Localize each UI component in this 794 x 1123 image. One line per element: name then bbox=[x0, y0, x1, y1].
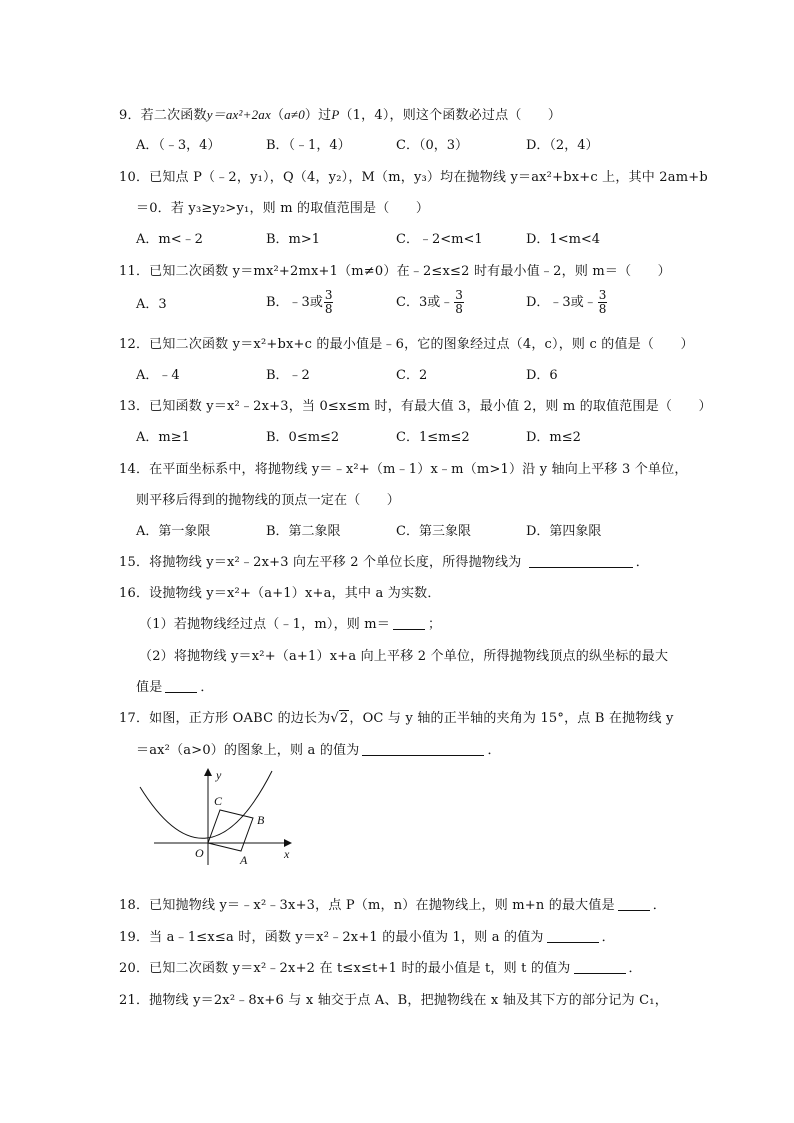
parabola-square-figure bbox=[136, 765, 301, 870]
answer-blank[interactable] bbox=[165, 680, 197, 693]
q9-equation: y＝ax²+2ax bbox=[206, 107, 271, 122]
answer-blank[interactable] bbox=[574, 961, 626, 974]
q10-options bbox=[136, 228, 656, 247]
q16-sub-1-text: （1）若抛物线经过点（﹣1，m），则 m＝ bbox=[139, 617, 391, 632]
q14-option-d[interactable]: D．第四象限 bbox=[526, 524, 602, 539]
square-oabc bbox=[208, 810, 253, 851]
q17-period: ． bbox=[487, 743, 501, 758]
q9-text-d: （1，4），则这个函数必过点（ ） bbox=[339, 108, 562, 123]
q15-period: ． bbox=[635, 555, 649, 570]
q16-sub-2b bbox=[136, 676, 214, 695]
fraction-denominator: 8 bbox=[598, 302, 607, 316]
q20-text: 20．已知二次函数 y＝x²﹣2x+2 在 t≤x≤t+1 时的最小值是 t，则 t 的值为 bbox=[119, 961, 571, 976]
q17-text-a: 17．如图，正方形 OABC 的边长为 bbox=[119, 711, 331, 726]
answer-blank[interactable] bbox=[529, 555, 633, 568]
q16-sub-2b-end: ． bbox=[200, 680, 214, 695]
q12-option-c[interactable]: C．2 bbox=[396, 368, 428, 383]
q11-options bbox=[136, 289, 656, 316]
q10-line-1: 10．已知点 P（﹣2，y₁），Q（4，y₂），M（m，y₃）均在抛物线 y＝ax²+bx+c 上，其中 2am+b bbox=[119, 170, 708, 185]
q17-line-1 bbox=[119, 707, 674, 726]
fraction bbox=[598, 289, 608, 316]
question-18 bbox=[119, 894, 666, 913]
q12-option-d[interactable]: D．6 bbox=[526, 368, 558, 383]
q21-line-1: 21．抛物线 y＝2x²﹣8x+6 与 x 轴交于点 A、B，把抛物线在 x 轴及其下方的部分记为 C₁， bbox=[119, 993, 668, 1008]
question-9 bbox=[119, 104, 561, 123]
q16-sub-2b-text: 值是 bbox=[136, 680, 163, 695]
fraction-denominator: 8 bbox=[324, 302, 333, 316]
q13-option-a[interactable]: A．m≥1 bbox=[136, 430, 190, 445]
point-label-c: C bbox=[214, 794, 223, 808]
q13-line-1: 13．已知函数 y＝x²﹣2x+3，当 0≤x≤m 时，有最大值 3，最小值 2，则 m 的取值范围是（ ） bbox=[119, 399, 712, 414]
q11-option-b-text: B．﹣3或 bbox=[266, 295, 323, 310]
axis-label-y: y bbox=[216, 768, 222, 782]
q17-line-2 bbox=[136, 739, 501, 758]
q11-option-c-text: C．3或﹣ bbox=[396, 295, 454, 310]
q11-option-d-text: D．﹣3或﹣ bbox=[526, 295, 597, 310]
fraction-numerator: 3 bbox=[455, 288, 463, 302]
answer-blank[interactable] bbox=[547, 930, 599, 943]
point-label-a: A bbox=[240, 853, 248, 867]
q9-option-d[interactable]: D．（2，4） bbox=[526, 138, 599, 153]
question-19 bbox=[119, 926, 615, 945]
q14-option-a[interactable]: A．第一象限 bbox=[136, 524, 211, 539]
answer-blank[interactable] bbox=[618, 898, 650, 911]
q16-sub-1-end: ； bbox=[428, 617, 442, 632]
q9-option-c[interactable]: C．（0，3） bbox=[396, 138, 468, 153]
question-20 bbox=[119, 957, 642, 976]
q11-option-c[interactable] bbox=[396, 289, 526, 316]
q10-option-b[interactable]: B．m>1 bbox=[266, 232, 321, 247]
q11-option-b[interactable] bbox=[266, 289, 396, 316]
q9-text-b: （ bbox=[270, 108, 285, 123]
q14-line-1: 14．在平面坐标系中，将抛物线 y＝﹣x²+（m﹣1）x﹣m（m>1）沿 y 轴向上平移 3 个单位， bbox=[119, 462, 688, 477]
q14-line-2: 则平移后得到的抛物线的顶点一定在（ ） bbox=[136, 493, 401, 508]
sqrt-radicand: 2 bbox=[339, 711, 349, 726]
sqrt-symbol: √2 bbox=[330, 711, 349, 726]
q13-option-d[interactable]: D．m≤2 bbox=[526, 430, 581, 445]
point-label-b: B bbox=[257, 813, 265, 827]
q11-line-1: 11．已知二次函数 y＝mx²+2mx+1（m≠0）在﹣2≤x≤2 时有最小值﹣2，则 m＝（ ） bbox=[119, 264, 671, 279]
q10-option-d[interactable]: D．1<m<4 bbox=[526, 232, 601, 247]
point-label-o: O bbox=[195, 846, 204, 860]
q19-period: ． bbox=[601, 930, 615, 945]
fraction-numerator: 3 bbox=[598, 288, 607, 302]
q14-options bbox=[136, 520, 656, 539]
q18-period: ． bbox=[652, 898, 666, 913]
q19-text: 19．当 a﹣1≤x≤a 时，函数 y＝x²﹣2x+1 的最小值为 1，则 a 的值为 bbox=[119, 930, 544, 945]
q9-point: P bbox=[331, 107, 340, 122]
q13-option-b[interactable]: B．0≤m≤2 bbox=[266, 430, 340, 445]
q14-option-c[interactable]: C．第三象限 bbox=[396, 524, 471, 539]
fraction-denominator: 8 bbox=[455, 302, 463, 316]
q9-option-b[interactable]: B．（﹣1，4） bbox=[266, 138, 351, 153]
q18-text: 18．已知抛物线 y＝﹣x²﹣3x+3，点 P（m，n）在抛物线上，则 m+n 的最大值是 bbox=[119, 898, 615, 913]
q9-option-a[interactable]: A．（﹣3，4） bbox=[136, 138, 221, 153]
q10-option-a[interactable]: A．m<﹣2 bbox=[136, 232, 203, 247]
answer-blank[interactable] bbox=[393, 617, 425, 630]
q9-text-c: ）过 bbox=[304, 108, 332, 123]
q15-text: 15．将抛物线 y＝x²﹣2x+3 向左平移 2 个单位长度，所得抛物线为 bbox=[119, 555, 522, 570]
q9-number: 9． bbox=[119, 108, 141, 123]
fraction-numerator: 3 bbox=[324, 288, 333, 302]
q12-options bbox=[136, 364, 656, 383]
answer-blank[interactable] bbox=[362, 743, 484, 756]
q16-sub-2: （2）将抛物线 y＝x²+（a+1）x+a 向上平移 2 个单位，所得抛物线顶点的纵坐标的最大 bbox=[139, 649, 669, 664]
q9-text-a: 若二次函数 bbox=[140, 108, 207, 123]
q13-options bbox=[136, 426, 656, 445]
q17-text-b: ，OC 与 y 轴的正半轴的夹角为 15°，点 B 在抛物线 y bbox=[349, 711, 674, 726]
q14-option-b[interactable]: B．第二象限 bbox=[266, 524, 341, 539]
question-15 bbox=[119, 551, 649, 570]
parabola-curve bbox=[140, 771, 272, 838]
q17-text-c: ＝ax²（a>0）的图象上，则 a 的值为 bbox=[136, 743, 360, 758]
q11-option-a[interactable]: A．3 bbox=[136, 297, 167, 312]
axis-label-x: x bbox=[284, 847, 290, 861]
q20-period: ． bbox=[628, 961, 642, 976]
q16-line-1: 16．设抛物线 y＝x²+（a+1）x+a，其中 a 为实数． bbox=[119, 586, 441, 601]
q11-option-d[interactable] bbox=[526, 289, 656, 316]
q9-options bbox=[136, 134, 656, 153]
fraction bbox=[454, 289, 464, 316]
q10-option-c[interactable]: C．﹣2<m<1 bbox=[396, 232, 483, 247]
fraction bbox=[324, 289, 334, 316]
q13-option-c[interactable]: C．1≤m≤2 bbox=[396, 430, 470, 445]
q9-condition: a≠0 bbox=[284, 107, 305, 122]
q16-sub-1 bbox=[139, 613, 441, 632]
q12-option-a[interactable]: A．﹣4 bbox=[136, 368, 180, 383]
q12-option-b[interactable]: B．﹣2 bbox=[266, 368, 310, 383]
q10-line-2: ＝0．若 y₃≥y₂>y₁，则 m 的取值范围是（ ） bbox=[136, 201, 430, 216]
q12-line-1: 12．已知二次函数 y＝x²+bx+c 的最小值是﹣6，它的图象经过点（4，c），则 c 的值是（ ） bbox=[119, 337, 694, 352]
